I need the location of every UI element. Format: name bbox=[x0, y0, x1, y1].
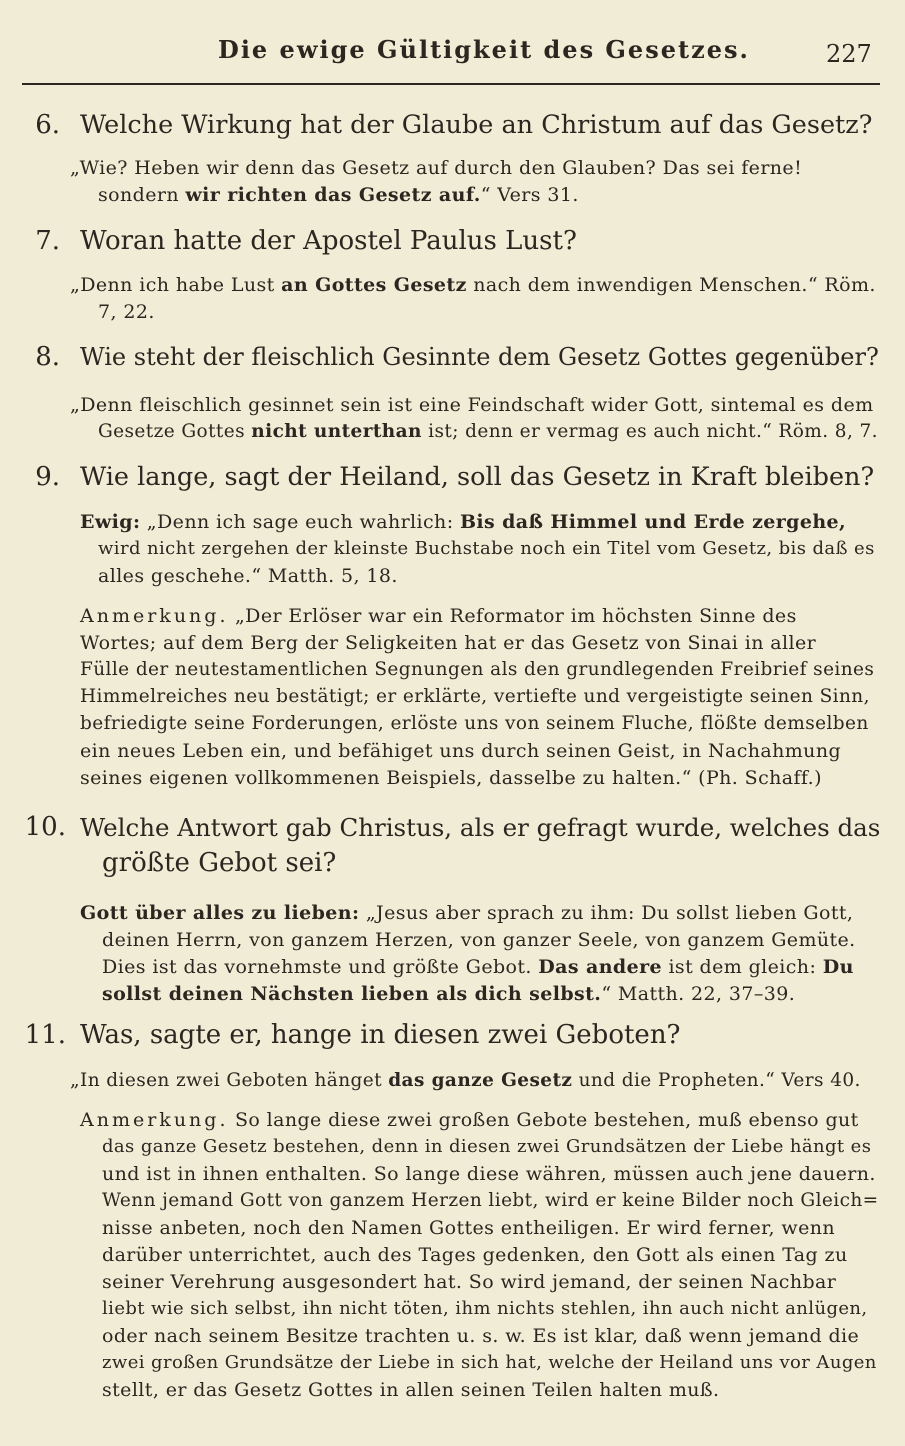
answer-text: und die Propheten.“ Vers 40. bbox=[572, 1070, 861, 1091]
note-label: Anmerkung. bbox=[80, 1109, 229, 1131]
answer-text: Gesetze Gottes bbox=[98, 421, 252, 442]
answer-text: Dies ist das vornehmste und größte Gebot. bbox=[102, 956, 539, 978]
answer-line bbox=[80, 509, 846, 535]
answer-text: “ Vers 31. bbox=[480, 184, 579, 206]
answer-line: „Denn fleischlich gesinnet sein ist eine Feindschaft wider Gott, sintemal es dem bbox=[70, 394, 874, 416]
note-line: zwei großen Grundsätze der Liebe in sich hat, welche der Heiland uns vor Augen bbox=[102, 1352, 877, 1373]
emphasis-text: Du bbox=[822, 956, 854, 978]
answer-line bbox=[102, 954, 854, 980]
emphasis-text: Ewig: bbox=[80, 511, 141, 533]
answer-text: „Jesus aber sprach zu ihm: Du sollst lieben Gott, bbox=[359, 902, 854, 924]
note-line: Fülle der neutestamentlichen Segnungen als den grundlegenden Freibrief seines bbox=[80, 659, 875, 680]
note-line: stellt, er das Gesetz Gottes in allen seinen Teilen halten muß. bbox=[102, 1379, 720, 1401]
note-text: So lange diese zwei großen Gebote bestehen, muß ebenso gut bbox=[228, 1109, 859, 1131]
question-number: 7. bbox=[35, 226, 60, 256]
emphasis-text: Bis daß Himmel und Erde zergehe, bbox=[459, 511, 847, 533]
question-text: Woran hatte der Apostel Paulus Lust? bbox=[80, 226, 577, 256]
answer-line: deinen Herrn, von ganzem Herzen, von ganzer Seele, von ganzem Gemüte. bbox=[102, 929, 856, 951]
question-text: Wie steht der fleischlich Gesinnte dem Gesetz Gottes gegenüber? bbox=[80, 343, 879, 371]
note-line: das ganze Gesetz bestehen, denn in diesen zwei Grundsätzen der Liebe hängt es bbox=[102, 1136, 872, 1157]
answer-line: wird nicht zergehen der kleinste Buchstabe noch ein Titel vom Gesetz, bis daß es bbox=[98, 538, 875, 559]
note-line: und ist in ihnen enthalten. So lange diese währen, müssen auch jene dauern. bbox=[102, 1163, 876, 1185]
answer-text: “ Matth. 22, 37–39. bbox=[601, 983, 796, 1005]
question-number: 9. bbox=[35, 462, 60, 492]
note-line bbox=[80, 603, 797, 629]
note-line: Wortes; auf dem Berg der Seligkeiten hat er das Gesetz von Sinai in aller bbox=[80, 632, 817, 654]
question-text: größte Gebot sei? bbox=[102, 848, 337, 878]
note-line: nisse anbeten, noch den Namen Gottes entheiligen. Er wird ferner, wenn bbox=[102, 1217, 836, 1239]
emphasis-text: an Gottes Gesetz bbox=[281, 274, 467, 296]
note-line: Wenn jemand Gott von ganzem Herzen liebt, wird er keine Bilder noch Gleich= bbox=[102, 1190, 879, 1211]
answer-text: ist dem gleich: bbox=[662, 956, 823, 978]
note-line: liebt wie sich selbst, ihn nicht töten, ihm nichts stehlen, ihn auch nicht anlügen, bbox=[102, 1298, 868, 1319]
answer-line bbox=[102, 981, 795, 1007]
emphasis-text: Das andere bbox=[538, 956, 662, 978]
answer-line bbox=[80, 900, 853, 926]
emphasis-text: Gott über alles zu lieben: bbox=[80, 902, 360, 924]
answer-line bbox=[70, 272, 876, 298]
note-line: darüber unterrichtet, auch des Tages gedenken, den Gott als einen Tag zu bbox=[102, 1244, 848, 1266]
note-line: befriedigte seine Forderungen, erlöste uns von seinem Fluche, flößte demselben bbox=[80, 713, 869, 734]
answer-text: „In diesen zwei Geboten hänget bbox=[70, 1070, 389, 1091]
emphasis-text: nicht unterthan bbox=[251, 421, 422, 442]
emphasis-text: wir richten das Gesetz auf. bbox=[185, 184, 481, 206]
question-text: Was, sagte er, hange in diesen zwei Geboten? bbox=[80, 1020, 681, 1050]
answer-text: nach dem inwendigen Menschen.“ Röm. bbox=[466, 274, 876, 296]
note-line: Himmelreiches neu bestätigt; er erklärte, vertiefte und vergeistigte seinen Sinn, bbox=[80, 686, 870, 707]
question-text: Welche Wirkung hat der Glaube an Christum auf das Gesetz? bbox=[80, 110, 873, 140]
question-number: 6. bbox=[35, 110, 60, 140]
note-line: seines eigenen vollkommenen Beispiels, dasselbe zu halten.“ (Ph. Schaff.) bbox=[80, 767, 822, 789]
answer-text: ist; denn er vermag es auch nicht.“ Röm. 8, 7. bbox=[421, 421, 878, 442]
question-number: 10. bbox=[24, 812, 66, 842]
note-line bbox=[80, 1107, 859, 1133]
note-line: ein neues Leben ein, und befähiget uns durch seinen Geist, in Nachahmung bbox=[80, 740, 842, 762]
question-text: Wie lange, sagt der Heiland, soll das Gesetz in Kraft bleiben? bbox=[80, 462, 875, 492]
page-number: 227 bbox=[826, 40, 872, 68]
answer-text: „Denn ich sage euch wahrlich: bbox=[140, 511, 460, 533]
question-number: 11. bbox=[24, 1020, 66, 1050]
note-label: Anmerkung. bbox=[80, 605, 229, 627]
note-text: „Der Erlöser war ein Reformator im höchsten Sinne des bbox=[228, 605, 797, 627]
answer-text: „Denn ich habe Lust bbox=[70, 274, 282, 296]
answer-line bbox=[98, 182, 579, 208]
answer-line bbox=[70, 1068, 861, 1094]
answer-line: alles geschehe.“ Matth. 5, 18. bbox=[98, 565, 398, 587]
note-line: oder nach seinem Besitze trachten u. s. w. Es ist klar, daß wenn jemand die bbox=[102, 1325, 860, 1347]
answer-text: sondern bbox=[98, 184, 186, 206]
emphasis-text: sollst deinen Nächsten lieben als dich selbst. bbox=[102, 983, 602, 1005]
question-text: Welche Antwort gab Christus, als er gefragt wurde, welches das bbox=[80, 813, 881, 842]
note-line: seiner Verehrung ausgesondert hat. So wird jemand, der seinen Nachbar bbox=[102, 1271, 837, 1293]
emphasis-text: das ganze Gesetz bbox=[388, 1070, 573, 1091]
answer-line: 7, 22. bbox=[98, 301, 155, 323]
header-rule bbox=[22, 83, 880, 85]
running-title: Die ewige Gültigkeit des Gesetzes. bbox=[218, 35, 750, 64]
answer-line: „Wie? Heben wir denn das Gesetz auf durch den Glauben? Das sei ferne! bbox=[70, 157, 803, 179]
answer-line bbox=[98, 419, 878, 445]
question-number: 8. bbox=[35, 342, 60, 372]
